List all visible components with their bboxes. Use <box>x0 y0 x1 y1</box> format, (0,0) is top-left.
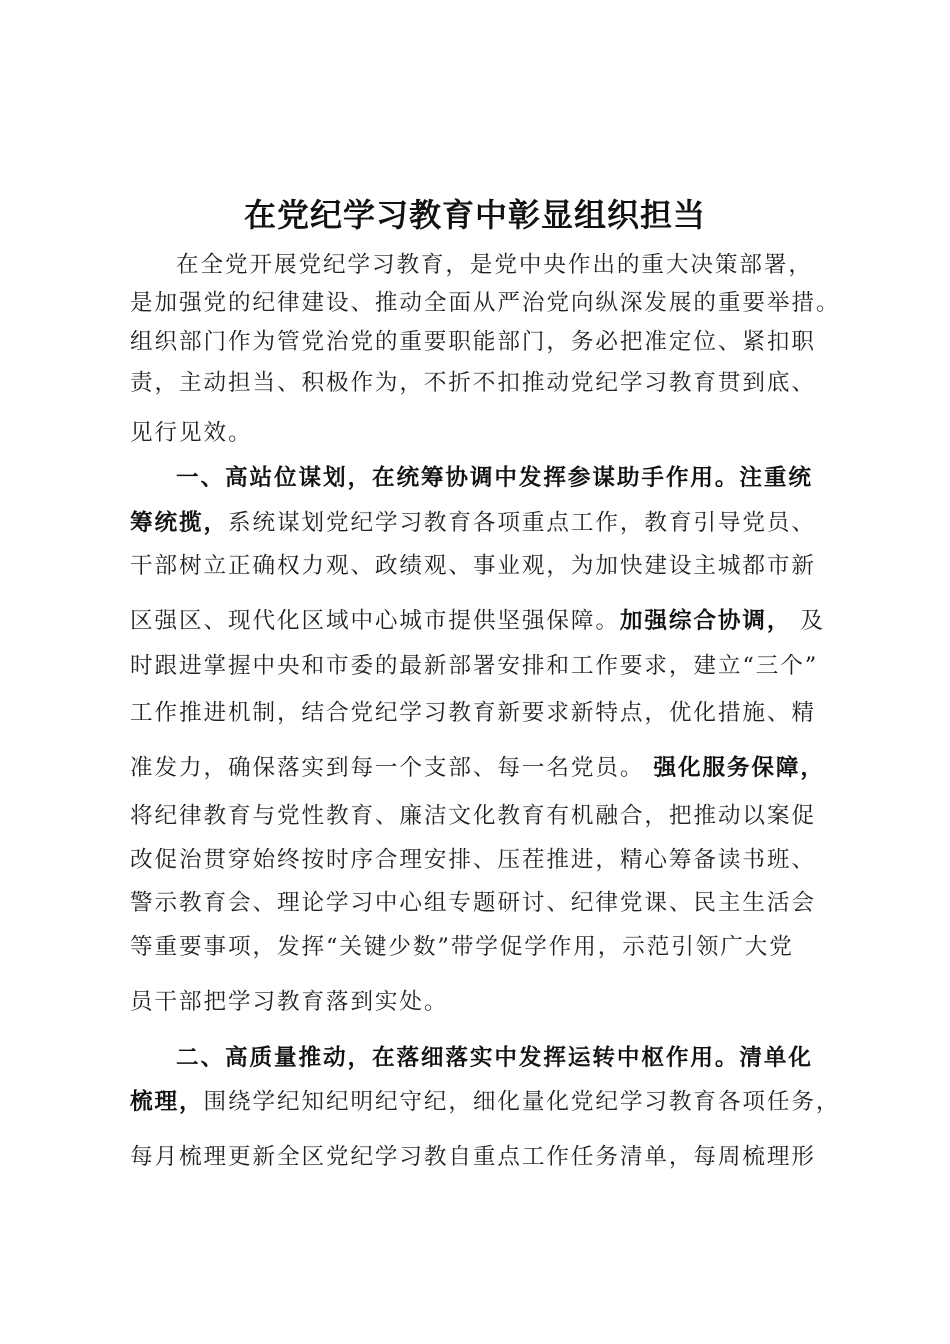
paragraph-1-line-2: 是加强党的纪律建设、推动全面从严治党向纵深发展的重要举措。 <box>130 290 841 316</box>
paragraph-3-line-2 <box>130 1086 841 1118</box>
paragraph-3-line-3: 每月梳理更新全区党纪学习教自重点工作任务清单，每周梳理形 <box>130 1144 816 1170</box>
paragraph-1-line-5: 见行见效。 <box>130 420 253 446</box>
document-title: 在党纪学习教育中彰显组织担当 <box>243 196 706 234</box>
paragraph-2-line-6: 工作推进机制，结合党纪学习教育新要求新特点，优化措施、精 <box>130 700 816 726</box>
section-1-heading: 一、高站位谋划，在统筹协调中发挥参谋助手作用。注重统 <box>176 465 813 491</box>
line-text: 围绕学纪知纪明纪守纪，细化量化党纪学习教育各项任务， <box>203 1089 841 1115</box>
emphasis-phrase: 加强综合协调， <box>619 608 792 634</box>
paragraph-2-line-9: 改促治贯穿始终按时序合理安排、压茬推进，精心筹备读书班、 <box>130 847 816 873</box>
line-text: 区强区、现代化区域中心城市提供坚强保障。 <box>130 608 620 634</box>
line-text: 准发力，确保落实到每一个支部、每一名党员。 <box>130 755 654 781</box>
paragraph-2-line-3: 干部树立正确权力观、政绩观、事业观，为加快建设主城都市新 <box>130 553 816 579</box>
emphasis-phrase: 强化服务保障， <box>653 755 825 781</box>
section-2-heading: 二、高质量推动，在落细落实中发挥运转中枢作用。清单化 <box>176 1045 813 1071</box>
paragraph-2-line-4 <box>130 605 830 637</box>
paragraph-1-line-1: 在全党开展党纪学习教育，是党中央作出的重大决策部署， <box>176 252 813 278</box>
paragraph-2-line-8: 将纪律教育与党性教育、廉洁文化教育有机融合，把推动以案促 <box>130 803 816 829</box>
paragraph-2-line-12: 员干部把学习教育落到实处。 <box>130 989 449 1015</box>
paragraph-1-line-4: 责，主动担当、积极作为，不折不扣推动党纪学习教育贯到底、 <box>130 370 816 396</box>
paragraph-3-line-1 <box>176 1042 876 1074</box>
emphasis-phrase: 筹统揽， <box>130 510 228 536</box>
paragraph-2-line-7 <box>130 752 830 784</box>
paragraph-1-line-3: 组织部门作为管党治党的重要职能部门，务必把准定位、紧扣职 <box>130 329 816 355</box>
paragraph-2-line-2 <box>130 507 830 539</box>
line-text-tail: 及 <box>791 608 825 634</box>
paragraph-2-line-11: 等重要事项，发挥“关键少数”带学促学作用，示范引领广大党 <box>130 934 794 960</box>
line-text: 系统谋划党纪学习教育各项重点工作，教育引导党员、 <box>227 510 816 536</box>
paragraph-2-line-1 <box>176 462 876 494</box>
paragraph-2-line-5: 时跟进掌握中央和市委的最新部署安排和工作要求，建立“三个” <box>130 653 819 679</box>
paragraph-2-line-10: 警示教育会、理论学习中心组专题研讨、纪律党课、民主生活会 <box>130 890 816 916</box>
emphasis-phrase: 梳理， <box>130 1089 204 1115</box>
